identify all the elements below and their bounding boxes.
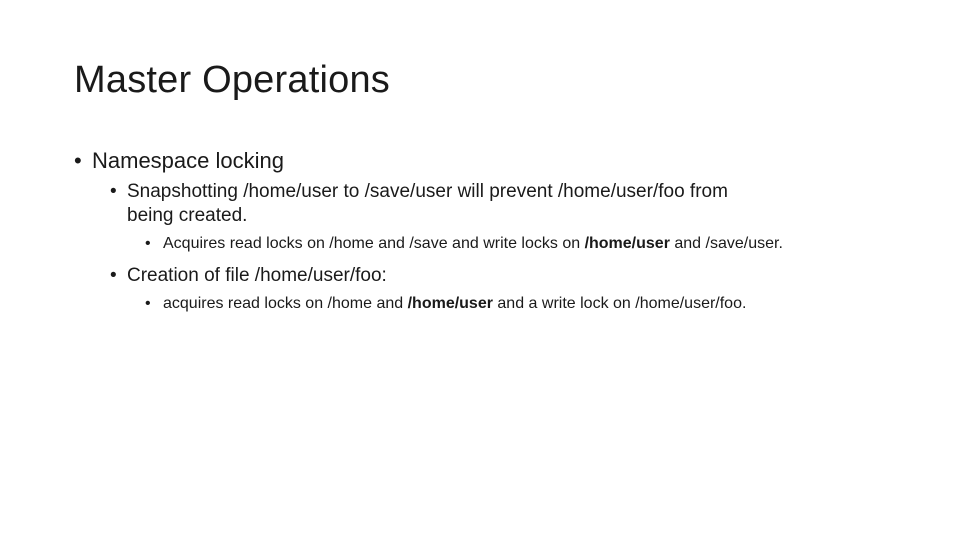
bullet-text: Creation of file /home/user/foo: — [127, 265, 387, 286]
bullet-icon: • — [145, 235, 151, 252]
bullet-text-part2: and a write lock on /home/user/foo. — [492, 295, 747, 312]
bullet-snapshotting — [74, 180, 914, 228]
bullet-text-bold: /home/user — [584, 235, 670, 252]
bullet-list — [74, 146, 914, 324]
bullet-text-part2: and /save/user. — [669, 235, 783, 252]
bullet-acquires-read-locks — [74, 233, 914, 255]
bullet-icon: • — [145, 295, 151, 312]
bullet-text-part1: acquires read locks on /home and — [163, 295, 408, 312]
bullet-text: Namespace locking — [92, 148, 284, 173]
bullet-acquires-write-lock — [74, 293, 914, 315]
bullet-namespace-locking — [74, 146, 914, 176]
bullet-icon: • — [74, 148, 82, 173]
bullet-icon: • — [110, 181, 117, 202]
bullet-creation-of-file — [74, 264, 914, 288]
bullet-text-line2: being created. — [127, 205, 248, 226]
bullet-text-line1: Snapshotting /home/user to /save/user will prevent /home/user/foo from — [127, 181, 728, 202]
slide-title: Master Operations — [74, 59, 390, 101]
bullet-text-bold: /home/user — [407, 295, 493, 312]
bullet-text-part1: Acquires read locks on /home and /save and write locks on — [163, 235, 585, 252]
bullet-icon: • — [110, 265, 117, 286]
